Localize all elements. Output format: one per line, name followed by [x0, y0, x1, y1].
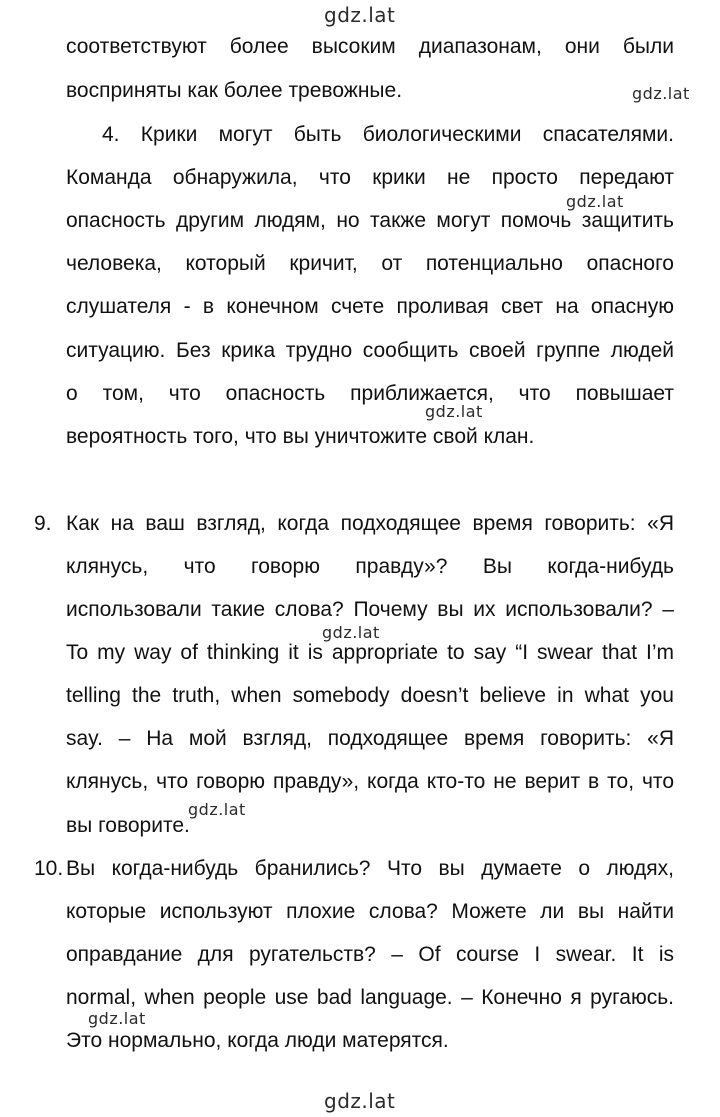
- text-line: ситуацию. Без крика трудно сообщить своей группе людей: [66, 339, 674, 362]
- text-line: клянусь, что говорю правду»? Вы когда-нибудь: [66, 555, 674, 578]
- text-line: которые используют плохие слова? Можете ли вы найти: [66, 900, 674, 923]
- text-line: соответствуют более высоким диапазонам, они были: [66, 35, 674, 58]
- watermark: gdz.lat: [566, 192, 624, 211]
- watermark: gdz.lat: [188, 800, 246, 819]
- watermark: gdz.lat: [425, 402, 483, 421]
- text-line: оправдание для ругательств? – Of course I swear. It is: [66, 943, 674, 966]
- text-line: слушателя - в конечном счете проливая свет на опасную: [66, 295, 674, 318]
- text-line: вероятность того, что вы уничтожите свой клан.: [66, 425, 535, 448]
- text-line: о том, что опасность приближается, что повышает: [66, 382, 674, 405]
- watermark-bottom: gdz.lat: [324, 1089, 396, 1113]
- question-number: 10.: [34, 857, 64, 880]
- watermark: gdz.lat: [322, 623, 380, 642]
- text-line: To my way of thinking it is appropriate to say “I swear that I’m: [66, 641, 674, 664]
- text-line: опасность другим людям, но также могут помочь защитить: [66, 209, 674, 232]
- text-line: normal, when people use bad language. – Конечно я ругаюсь.: [66, 986, 674, 1009]
- text-line: восприняты как более тревожные.: [66, 79, 403, 102]
- text-line: Это нормально, когда люди матерятся.: [66, 1029, 449, 1052]
- watermark: gdz.lat: [88, 1009, 146, 1028]
- text-line: Вы когда-нибудь бранились? Что вы думаете о людях,: [66, 857, 674, 880]
- question-number: 9.: [34, 512, 52, 535]
- text-line: вы говорите.: [66, 814, 190, 837]
- text-line: использовали такие слова? Почему вы их использовали? –: [66, 598, 674, 621]
- text-line: 4. Крики могут быть биологическими спасателями.: [102, 123, 674, 146]
- text-line: клянусь, что говорю правду», когда кто-то не верит в то, что: [66, 770, 674, 793]
- text-line: Как на ваш взгляд, когда подходящее время говорить: «Я: [66, 512, 674, 535]
- watermark: gdz.lat: [632, 84, 690, 103]
- text-line: say. – На мой взгляд, подходящее время говорить: «Я: [66, 727, 674, 750]
- text-line: Команда обнаружила, что крики не просто передают: [66, 166, 674, 189]
- text-line: telling the truth, when somebody doesn’t believe in what you: [66, 684, 674, 707]
- watermark-top: gdz.lat: [324, 3, 396, 27]
- text-line: человека, который кричит, от потенциально опасного: [66, 252, 674, 275]
